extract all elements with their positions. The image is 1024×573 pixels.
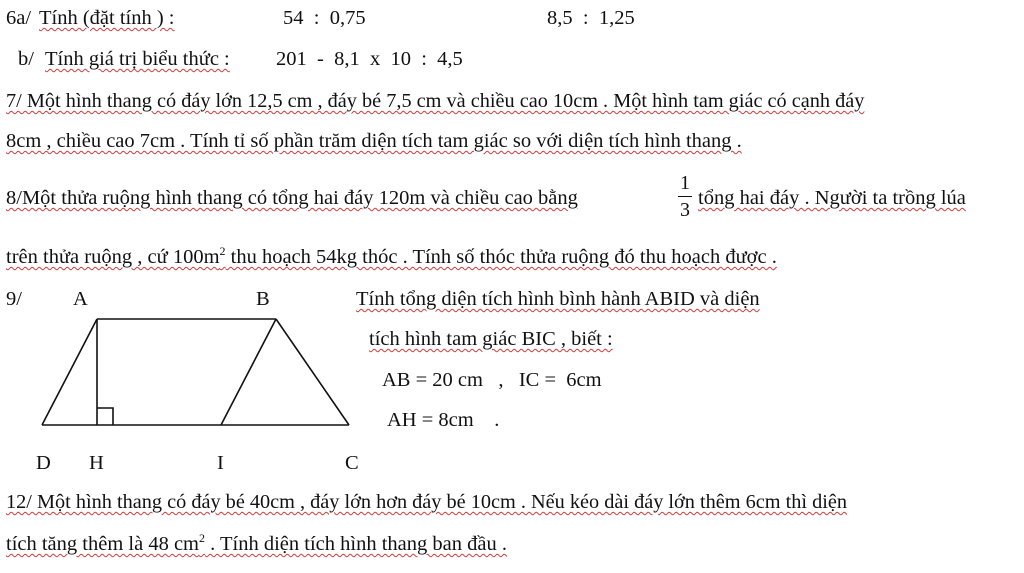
problem-12-line1: 12/ Một hình thang có đáy bé 40cm , đáy lớn hơn đáy bé 10cm . Nếu kéo dài đáy lớn thêm 6cm thì diện xyxy=(6,491,847,513)
problem-6a-title: Tính (đặt tính ) : xyxy=(39,7,175,29)
point-label-H: H xyxy=(89,452,104,474)
problem-6a-expr1: 54 : 0,75 xyxy=(283,7,366,29)
problem-8-line1-a: 8/Một thửa ruộng hình thang có tổng hai đáy 120m và chiều cao bằng xyxy=(6,187,578,209)
right-angle-mark xyxy=(97,408,113,425)
segment-AD xyxy=(42,319,97,425)
point-label-B: B xyxy=(256,288,270,310)
problem-8-line2-a: trên thửa ruộng , cứ 100m xyxy=(6,246,220,268)
problem-9-label: 9/ xyxy=(6,288,22,310)
problem-9-given1: AB = 20 cm , IC = 6cm xyxy=(382,369,602,391)
problem-6a-label: 6a/ xyxy=(6,7,32,29)
point-label-D: D xyxy=(36,452,51,474)
squared-superscript: 2 xyxy=(199,531,205,545)
problem-6a-expr2: 8,5 : 1,25 xyxy=(547,7,635,29)
problem-12-line2-a: tích tăng thêm là 48 cm xyxy=(6,533,199,555)
problem-12-line2-b: . Tính diện tích hình thang ban đầu . xyxy=(205,533,507,555)
fraction-denominator: 3 xyxy=(680,199,690,221)
problem-7-line2: 8cm , chiều cao 7cm . Tính tỉ số phần trăm diện tích tam giác so với diện tích hình thang . xyxy=(6,130,742,152)
problem-9-given2: AH = 8cm . xyxy=(387,409,500,431)
problem-6b-title: Tính giá trị biểu thức : xyxy=(45,48,230,70)
problem-8-line2-b: thu hoạch 54kg thóc . Tính số thóc thửa ruộng đó thu hoạch được . xyxy=(225,246,777,268)
fraction-numerator: 1 xyxy=(680,172,690,194)
problem-9-text2: tích hình tam giác BIC , biết : xyxy=(369,328,613,350)
point-label-A: A xyxy=(73,288,88,310)
point-label-C: C xyxy=(345,452,359,474)
problem-12-line2 xyxy=(6,531,507,555)
problem-7-line1: 7/ Một hình thang có đáy lớn 12,5 cm , đáy bé 7,5 cm và chiều cao 10cm . Một hình tam giác có cạnh đáy xyxy=(6,90,865,112)
problem-8-line1-b: tổng hai đáy . Người ta trồng lúa xyxy=(698,187,966,209)
problem-9-text1: Tính tổng diện tích hình bình hành ABID và diện xyxy=(356,288,760,310)
segment-BI xyxy=(221,319,276,425)
problem-6b-expr: 201 - 8,1 x 10 : 4,5 xyxy=(276,48,463,70)
point-label-I: I xyxy=(217,452,224,474)
segment-BC xyxy=(276,319,349,425)
squared-superscript: 2 xyxy=(219,244,226,258)
problem-6b-label: b/ xyxy=(18,48,34,70)
